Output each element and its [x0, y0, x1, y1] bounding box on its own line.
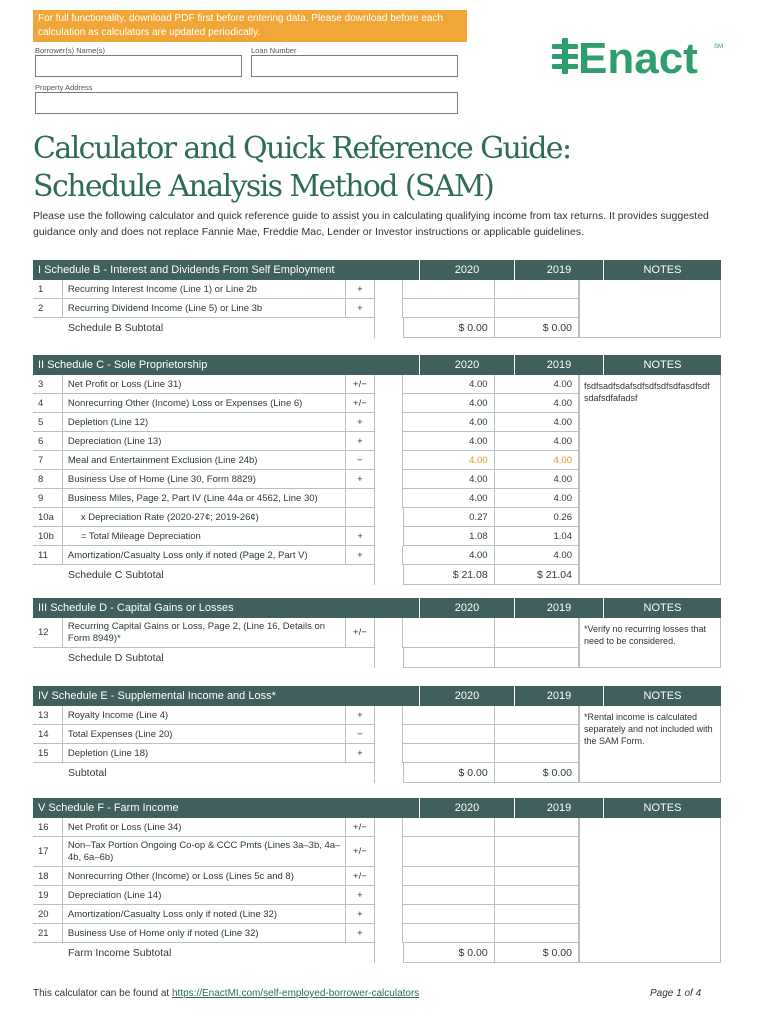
- line-operator: +/−: [345, 375, 374, 394]
- subtotal-row: [33, 763, 579, 783]
- value-2019-input[interactable]: 4.00: [494, 394, 579, 413]
- value-2019-input[interactable]: [494, 725, 579, 744]
- subtotal-2020: $ 21.08: [403, 565, 494, 585]
- table-row: [33, 818, 579, 837]
- title-line-2: Schedule Analysis Method (SAM): [33, 169, 494, 204]
- table-row: [33, 299, 579, 318]
- line-operator: +/−: [345, 837, 374, 867]
- line-description: Depletion (Line 12): [62, 413, 345, 432]
- line-number: 17: [33, 837, 62, 867]
- value-2020-input[interactable]: 1.08: [403, 527, 494, 546]
- value-2020-input[interactable]: [402, 818, 493, 837]
- property-address-label: Property Address: [35, 83, 93, 92]
- value-2020-input[interactable]: [402, 867, 493, 886]
- line-description: Non–Tax Portion Ongoing Co-op & CCC Pmts (Lines 3a–3b, 4a–4b, 6a–6b): [62, 837, 345, 867]
- subtotal-row: [33, 648, 579, 668]
- value-2019-input[interactable]: 4.00: [494, 375, 579, 394]
- line-description: Depreciation (Line 13): [62, 432, 345, 451]
- line-description: Depreciation (Line 14): [62, 886, 345, 905]
- line-operator: +: [345, 299, 374, 318]
- page-title: [33, 130, 570, 206]
- notes-field[interactable]: *Verify no recurring losses that need to be considered.: [579, 618, 721, 668]
- value-2019-input[interactable]: [494, 706, 579, 725]
- subtotal-row: [33, 565, 579, 585]
- line-operator: +: [345, 706, 374, 725]
- section-header: [33, 260, 721, 280]
- line-operator: +: [345, 886, 374, 905]
- value-2020-input[interactable]: [402, 905, 493, 924]
- notes-field[interactable]: *Rental income is calculated separately and not included with the SAM Form.: [579, 706, 721, 783]
- line-number: 21: [33, 924, 62, 943]
- section-header: [33, 598, 721, 618]
- table-row: [33, 280, 579, 299]
- footer-text: [33, 988, 419, 999]
- section-title: III Schedule D - Capital Gains or Losses: [33, 598, 389, 618]
- line-description: Amortization/Casualty Loss only if noted (Page 2, Part V): [62, 546, 345, 565]
- value-2020-input[interactable]: [402, 280, 493, 299]
- value-2020-input[interactable]: [402, 618, 493, 648]
- notes-header: NOTES: [603, 260, 721, 280]
- value-2019-input[interactable]: [494, 280, 579, 299]
- year-2019-header: 2019: [514, 598, 603, 618]
- property-address-field[interactable]: [35, 92, 458, 114]
- year-2020-header: 2020: [419, 598, 514, 618]
- table-row: [33, 451, 579, 470]
- line-operator: +: [345, 413, 374, 432]
- value-2020-input[interactable]: [402, 725, 493, 744]
- line-number: 3: [33, 375, 62, 394]
- year-2020-header: 2020: [419, 260, 514, 280]
- line-number: 11: [33, 546, 62, 565]
- value-2020-input[interactable]: [402, 706, 493, 725]
- subtotal-2020: $ 0.00: [403, 943, 494, 963]
- line-description: Net Profit or Loss (Line 31): [62, 375, 345, 394]
- subtotal-2019: $ 0.00: [494, 763, 579, 783]
- subtotal-2019: $ 0.00: [494, 943, 579, 963]
- subtotal-2019: $ 0.00: [494, 318, 579, 338]
- download-warning-banner: For full functionality, download PDF first before entering data. Please download before each calculation as calculators are updated periodically.: [33, 10, 467, 42]
- value-2019-input[interactable]: [494, 299, 579, 318]
- year-2019-header: 2019: [514, 798, 603, 818]
- value-2019-input[interactable]: 4.00: [494, 470, 579, 489]
- section-title: II Schedule C - Sole Proprietorship: [33, 355, 389, 375]
- year-2020-header: 2020: [419, 355, 514, 375]
- line-number: 12: [33, 618, 62, 648]
- table-row: [33, 837, 579, 867]
- value-2020-input[interactable]: [402, 837, 493, 867]
- value-2020-input[interactable]: [402, 924, 493, 943]
- line-number: 4: [33, 394, 62, 413]
- intro-paragraph: Please use the following calculator and quick reference guide to assist you in calculating qualifying income from tax returns. It provides suggested guidance only and does not replace Fannie Mae, Freddie Mac, Lender or Investor instructions or applicable guidelines.: [33, 210, 709, 238]
- year-2020-header: 2020: [419, 686, 514, 706]
- year-2020-header: 2020: [419, 798, 514, 818]
- table-row: [33, 706, 579, 725]
- line-description: Total Expenses (Line 20): [62, 725, 345, 744]
- line-operator: +: [345, 924, 374, 943]
- table-row: [33, 905, 579, 924]
- value-2019-input[interactable]: [494, 618, 579, 648]
- page-number: Page 1 of 4: [650, 988, 702, 999]
- line-description: = Total Mileage Depreciation: [62, 527, 345, 546]
- line-number: 9: [33, 489, 62, 508]
- value-2020-input[interactable]: [402, 299, 493, 318]
- section-4: [33, 686, 721, 783]
- subtotal-2020: [403, 648, 494, 668]
- section-header: [33, 686, 721, 706]
- value-2019-input[interactable]: 0.26: [494, 508, 579, 527]
- line-operator: +/−: [345, 618, 374, 648]
- line-operator: +/−: [345, 867, 374, 886]
- value-2019-input[interactable]: [494, 924, 579, 943]
- line-number: 14: [33, 725, 62, 744]
- value-2020-input[interactable]: 4.00: [402, 375, 493, 394]
- line-description: Recurring Capital Gains or Loss, Page 2, (Line 16, Details on Form 8949)*: [62, 618, 345, 648]
- line-operator: +: [345, 527, 374, 546]
- borrower-name-field[interactable]: [35, 55, 242, 77]
- subtotal-2019: [494, 648, 579, 668]
- loan-number-field[interactable]: [251, 55, 458, 77]
- loan-number-label: Loan Number: [251, 46, 297, 55]
- section-header: [33, 798, 721, 818]
- value-2020-input[interactable]: 0.27: [403, 508, 494, 527]
- subtotal-label: Farm Income Subtotal: [68, 947, 172, 959]
- line-operator: +/−: [345, 818, 374, 837]
- subtotal-label: Schedule C Subtotal: [68, 569, 164, 581]
- line-operator: +: [345, 280, 374, 299]
- line-operator: +: [345, 432, 374, 451]
- year-2019-header: 2019: [514, 686, 603, 706]
- line-operator: +: [345, 905, 374, 924]
- year-2019-header: 2019: [514, 260, 603, 280]
- line-operator: +: [345, 744, 374, 763]
- line-description: Depletion (Line 18): [62, 744, 345, 763]
- borrower-name-label: Borrower(s) Name(s): [35, 46, 106, 55]
- notes-field[interactable]: fsdfsadfsdafsdfsdfsdfsdfasdfsdf sdafsdfafadsf: [579, 375, 721, 585]
- line-number: 5: [33, 413, 62, 432]
- table-row: [33, 413, 579, 432]
- line-number: 1: [33, 280, 62, 299]
- section-header: [33, 355, 721, 375]
- section-1: [33, 260, 721, 338]
- line-number: 16: [33, 818, 62, 837]
- value-2020-input[interactable]: 4.00: [402, 413, 493, 432]
- line-operator: −: [345, 451, 374, 470]
- value-2020-input[interactable]: 4.00: [402, 546, 493, 565]
- line-number: 18: [33, 867, 62, 886]
- value-2019-input[interactable]: [494, 744, 579, 763]
- line-number: 10b: [33, 527, 62, 546]
- line-number: 15: [33, 744, 62, 763]
- line-number: 19: [33, 886, 62, 905]
- table-row: [33, 375, 579, 394]
- notes-header: NOTES: [603, 598, 721, 618]
- table-row: [33, 546, 579, 565]
- line-description: Amortization/Casualty Loss only if noted (Line 32): [62, 905, 345, 924]
- line-number: 2: [33, 299, 62, 318]
- subtotal-label: Schedule D Subtotal: [68, 652, 164, 664]
- line-number: 10a: [33, 508, 62, 527]
- title-line-1: Calculator and Quick Reference Guide:: [33, 131, 571, 166]
- value-2019-input[interactable]: [494, 867, 579, 886]
- value-2019-input[interactable]: 4.00: [494, 489, 579, 508]
- subtotal-label: Subtotal: [68, 767, 107, 779]
- notes-field[interactable]: [579, 818, 721, 963]
- subtotal-2020: $ 0.00: [403, 318, 494, 338]
- value-2020-input[interactable]: [402, 744, 493, 763]
- value-2019-input[interactable]: 4.00: [494, 451, 579, 470]
- section-title: V Schedule F - Farm Income: [33, 798, 389, 818]
- line-description: Meal and Entertainment Exclusion (Line 24b): [62, 451, 345, 470]
- line-number: 7: [33, 451, 62, 470]
- section-5: [33, 798, 721, 963]
- table-row: [33, 867, 579, 886]
- value-2020-input[interactable]: 4.00: [402, 432, 493, 451]
- line-number: 13: [33, 706, 62, 725]
- table-row: [33, 744, 579, 763]
- table-row: [33, 394, 579, 413]
- subtotal-2019: $ 21.04: [494, 565, 579, 585]
- table-row: [33, 527, 579, 546]
- line-description: Recurring Dividend Income (Line 5) or Line 3b: [62, 299, 345, 318]
- value-2019-input[interactable]: 4.00: [494, 413, 579, 432]
- value-2019-input[interactable]: 4.00: [494, 432, 579, 451]
- line-operator: +: [345, 470, 374, 489]
- line-operator: [345, 489, 374, 508]
- section-2: [33, 355, 721, 585]
- notes-header: NOTES: [603, 798, 721, 818]
- value-2019-input[interactable]: 1.04: [494, 527, 579, 546]
- section-title: I Schedule B - Interest and Dividends From Self Employment: [33, 260, 389, 280]
- value-2019-input[interactable]: [494, 886, 579, 905]
- value-2019-input[interactable]: [494, 818, 579, 837]
- value-2020-input[interactable]: 4.00: [402, 489, 493, 508]
- line-number: 6: [33, 432, 62, 451]
- table-row: [33, 432, 579, 451]
- subtotal-2020: $ 0.00: [403, 763, 494, 783]
- value-2020-input[interactable]: 4.00: [402, 451, 493, 470]
- table-row: [33, 470, 579, 489]
- table-row: [33, 508, 579, 527]
- line-description: Business Miles, Page 2, Part IV (Line 44a or 4562, Line 30): [62, 489, 345, 508]
- line-description: x Depreciation Rate (2020-27¢; 2019-26¢): [62, 508, 345, 527]
- table-row: [33, 924, 579, 943]
- line-description: Net Profit or Loss (Line 34): [62, 818, 345, 837]
- line-description: Nonrecurring Other (Income) or Loss (Lines 5c and 8): [62, 867, 345, 886]
- notes-header: NOTES: [603, 355, 721, 375]
- subtotal-row: [33, 943, 579, 963]
- section-title: IV Schedule E - Supplemental Income and Loss*: [33, 686, 389, 706]
- logo-text: Enact: [578, 34, 698, 83]
- notes-header: NOTES: [603, 686, 721, 706]
- value-2020-input[interactable]: [402, 886, 493, 905]
- line-operator: +: [345, 546, 374, 565]
- calculator-link[interactable]: https://EnactMI.com/self-employed-borrower-calculators: [171, 988, 420, 999]
- year-2019-header: 2019: [514, 355, 603, 375]
- table-row: [33, 886, 579, 905]
- line-number: 8: [33, 470, 62, 489]
- value-2020-input[interactable]: 4.00: [402, 470, 493, 489]
- line-operator: [345, 508, 374, 527]
- line-description: Nonrecurring Other (Income) Loss or Expenses (Line 6): [62, 394, 345, 413]
- enact-logo: [548, 34, 728, 84]
- line-description: Recurring Interest Income (Line 1) or Line 2b: [62, 280, 345, 299]
- line-description: Business Use of Home (Line 30, Form 8829): [62, 470, 345, 489]
- section-3: [33, 598, 721, 668]
- value-2019-input[interactable]: [494, 905, 579, 924]
- value-2019-input[interactable]: 4.00: [494, 546, 579, 565]
- line-description: Business Use of Home only if noted (Line 32): [62, 924, 345, 943]
- line-operator: −: [345, 725, 374, 744]
- subtotal-row: [33, 318, 579, 338]
- line-description: Royalty Income (Line 4): [62, 706, 345, 725]
- notes-field[interactable]: [579, 280, 721, 338]
- logo-mark: SM: [714, 44, 723, 50]
- line-number: 20: [33, 905, 62, 924]
- line-operator: +/−: [345, 394, 374, 413]
- value-2020-input[interactable]: 4.00: [402, 394, 493, 413]
- table-row: [33, 725, 579, 744]
- table-row: [33, 489, 579, 508]
- table-row: [33, 618, 579, 648]
- subtotal-label: Schedule B Subtotal: [68, 322, 164, 334]
- footer-prefix: This calculator can be found at: [33, 988, 172, 999]
- value-2019-input[interactable]: [494, 837, 579, 867]
